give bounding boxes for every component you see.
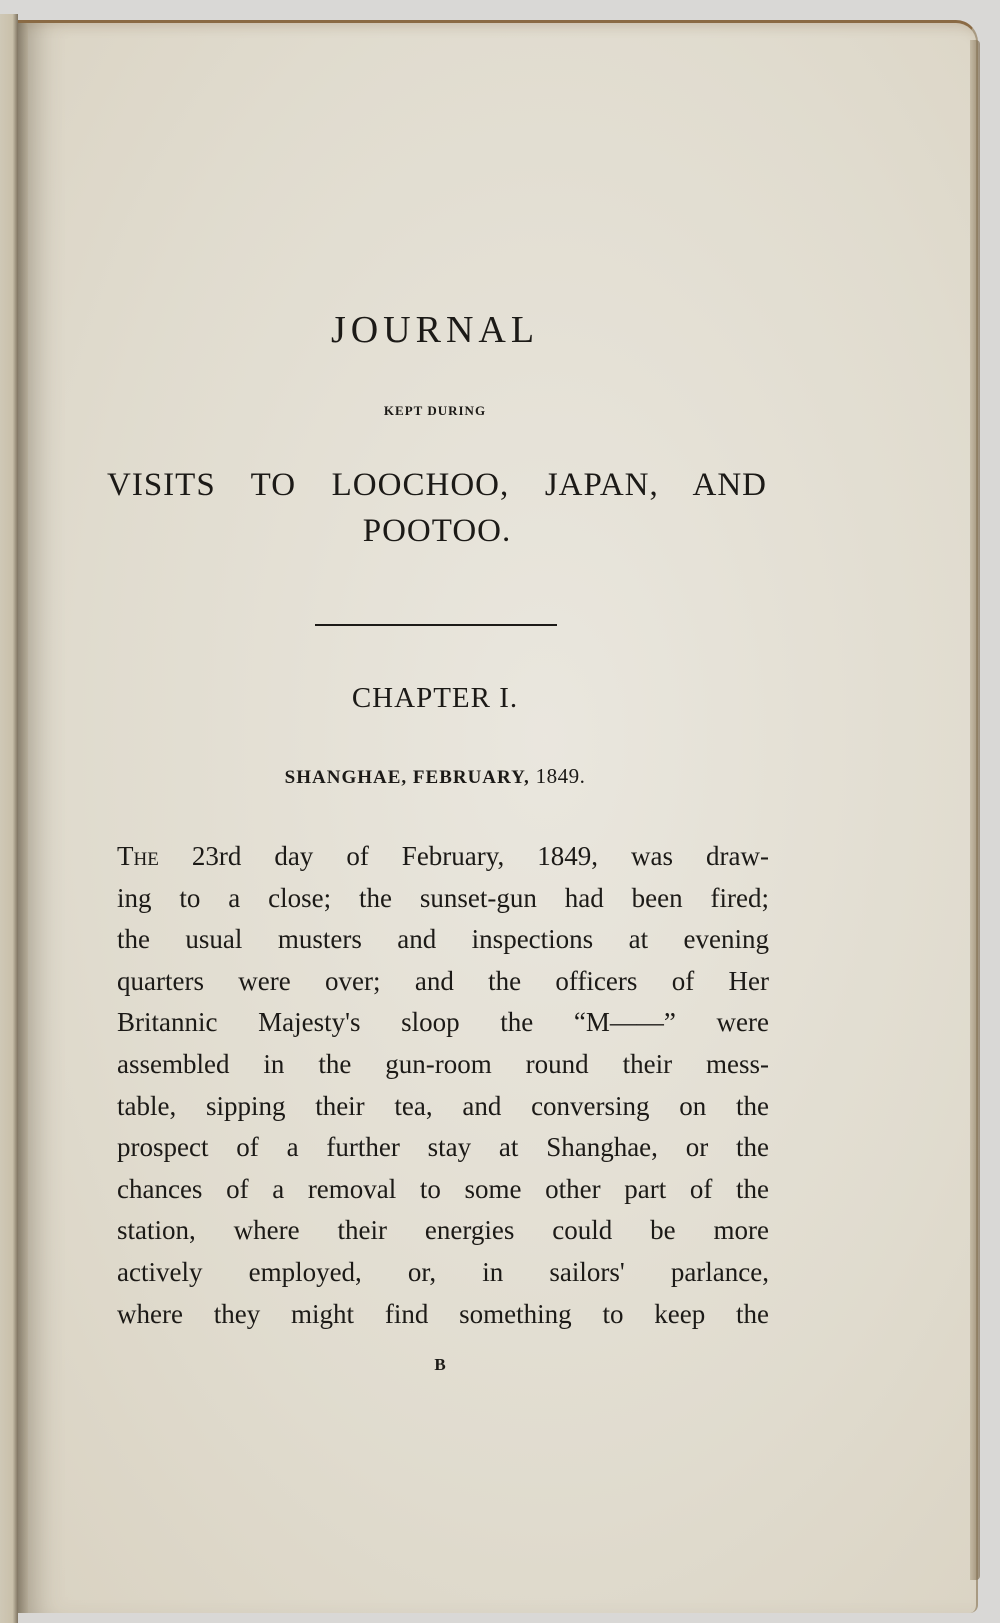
book-page	[18, 20, 978, 1613]
body-line: prospect of a further stay at Shanghae, or the	[117, 1132, 769, 1163]
body-line	[117, 836, 769, 878]
dateline	[40, 764, 830, 789]
body-line: Britannic Majesty's sloop the “M——” were	[117, 1007, 769, 1038]
dateline-year: 1849.	[535, 764, 586, 788]
body-line: the usual musters and inspections at evening	[117, 924, 769, 955]
page-title: JOURNAL	[330, 309, 540, 351]
body-lead-word: The	[117, 841, 159, 871]
body-line: assembled in the gun-room round their mess-	[117, 1048, 769, 1079]
body-line: table, sipping their tea, and conversing on the	[117, 1090, 769, 1121]
body-line: chances of a removal to some other part of the	[117, 1173, 769, 1204]
subtitle-line-2: POOTOO.	[362, 513, 512, 549]
body-paragraph	[117, 836, 769, 1335]
title-divider-rule	[315, 624, 557, 626]
signature-mark: B	[434, 1355, 446, 1374]
body-line-text: 23rd day of February, 1849, was draw-	[158, 841, 769, 871]
subtitle-line-1: VISITS TO LOOCHOO, JAPAN, AND	[107, 467, 767, 503]
body-line: ing to a close; the sunset-gun had been fired;	[117, 882, 769, 913]
body-line: quarters were over; and the officers of Her	[117, 965, 769, 996]
kept-during-label: KEPT DURING	[383, 403, 487, 418]
body-line: station, where their energies could be more	[117, 1215, 769, 1246]
dateline-place: SHANGHAE, FEBRUARY,	[284, 767, 530, 788]
chapter-heading: CHAPTER I.	[351, 682, 519, 714]
body-line: where they might find something to keep the	[117, 1298, 769, 1329]
book-subtitle	[107, 462, 767, 554]
adjacent-page-edge	[0, 14, 18, 1623]
body-line: actively employed, or, in sailors' parlance,	[117, 1256, 769, 1287]
page-fore-edge	[970, 40, 980, 1580]
